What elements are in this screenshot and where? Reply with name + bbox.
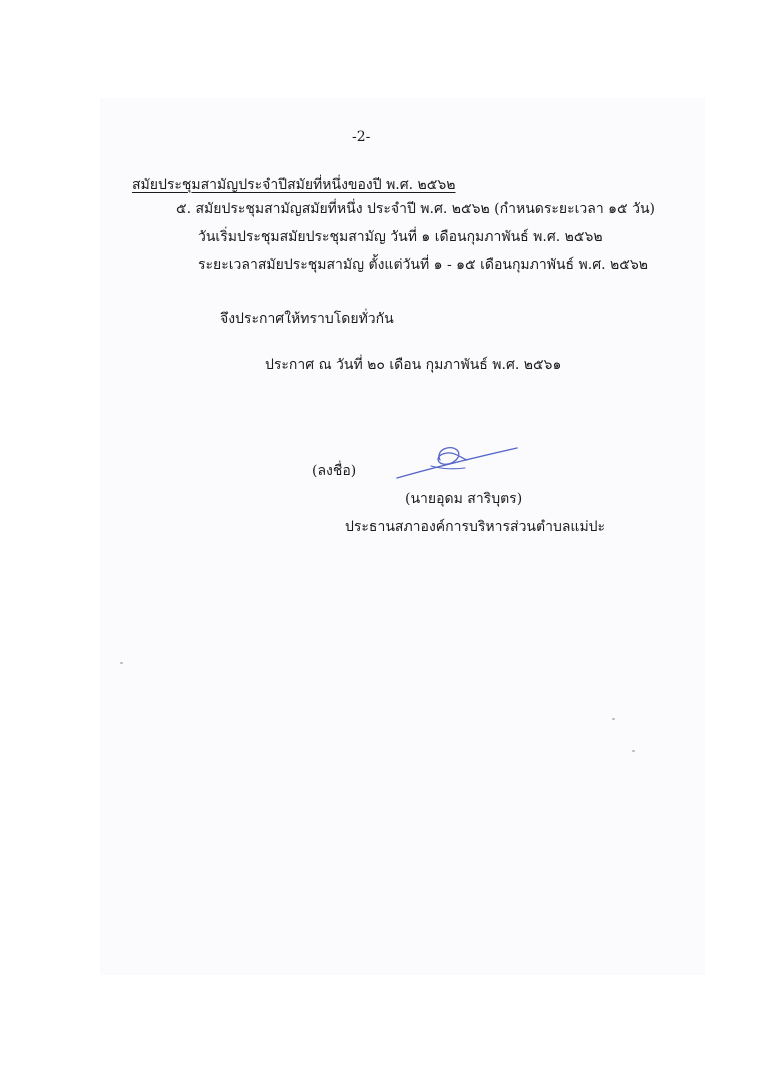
signatory-name: (นายอุดม สาริบุตร) (405, 491, 523, 507)
signature-label: (ลงชื่อ) (312, 463, 357, 479)
page-number: -2- (352, 129, 371, 145)
session-start-date: วันเริ่มประชุมสมัยประชุมสามัญ วันที่ ๑ เดือนกุมภาพันธ์ พ.ศ. ๒๕๖๒ (198, 229, 603, 245)
handwritten-signature (395, 440, 520, 485)
announcement-date: ประกาศ ณ วันที่ ๒๐ เดือน กุมภาพันธ์ พ.ศ. ๒๕๖๑ (265, 357, 562, 373)
session-duration: ระยะเวลาสมัยประชุมสามัญ ตั้งแต่วันที่ ๑ - ๑๕ เดือนกุมภาพันธ์ พ.ศ. ๒๕๖๒ (198, 257, 648, 273)
scan-speck (632, 750, 635, 752)
scan-speck (612, 718, 615, 720)
scan-speck (120, 662, 123, 664)
session-item-1: ๕. สมัยประชุมสามัญสมัยที่หนึ่ง ประจำปี พ.ศ. ๒๕๖๒ (กำหนดระยะเวลา ๑๕ วัน) (176, 201, 655, 217)
section-heading: สมัยประชุมสามัญประจำปีสมัยที่หนึ่งของปี พ.ศ. ๒๕๖๒ (132, 177, 456, 193)
closing-statement: จึงประกาศให้ทราบโดยทั่วกัน (220, 311, 394, 327)
signatory-position: ประธานสภาองค์การบริหารส่วนตำบลแม่ปะ (345, 519, 606, 535)
